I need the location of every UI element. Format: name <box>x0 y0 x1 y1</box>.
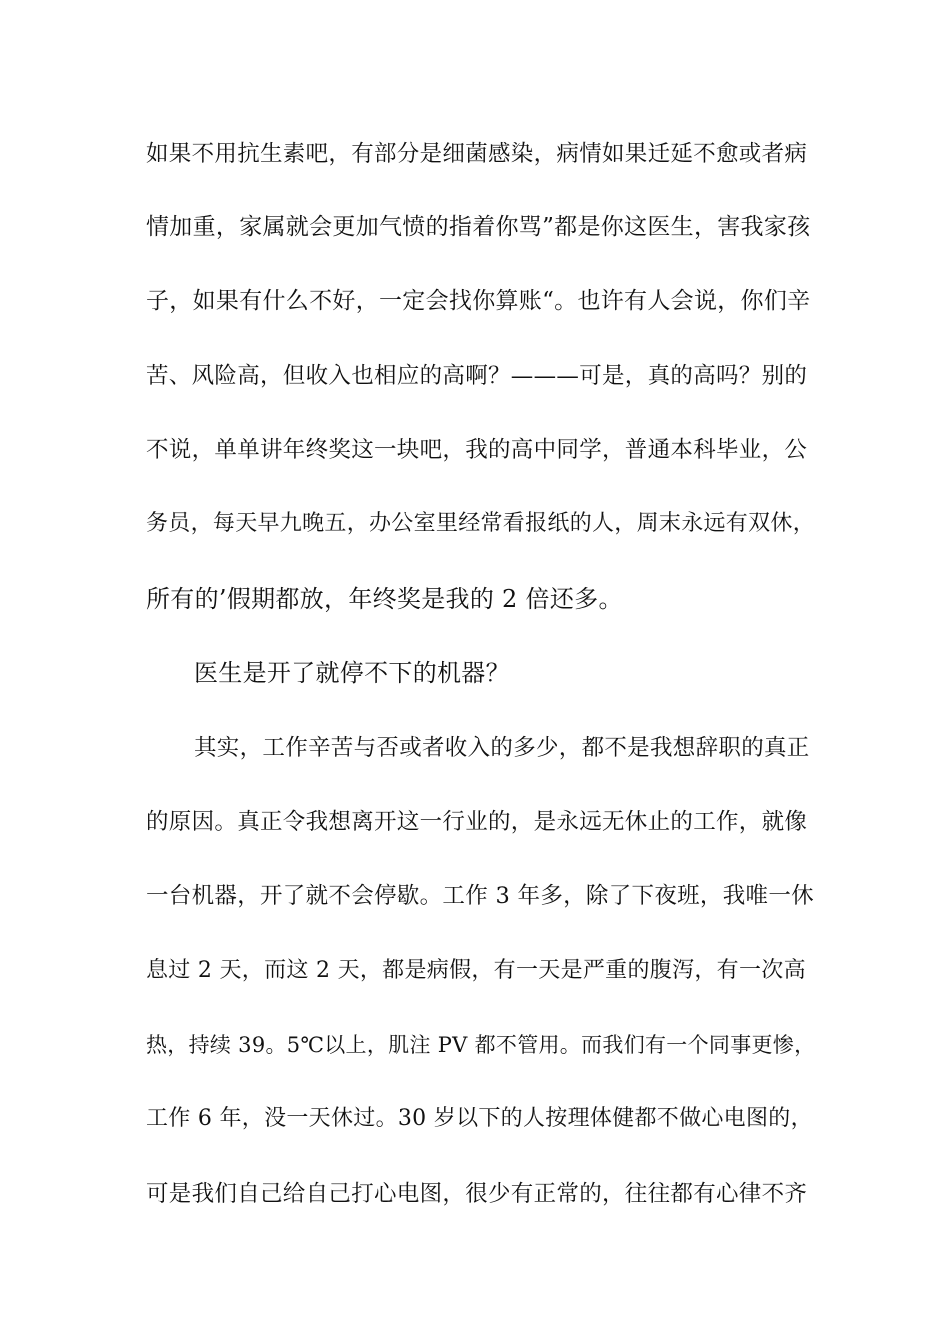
paragraph-first-line: 其实，工作辛苦与否或者收入的多少，都不是我想辞职的真正 <box>194 735 810 761</box>
text-line: 苦、风险高，但收入也相应的高啊？———可是，真的高吗？别的 <box>146 363 808 389</box>
text-line: 务员，每天早九晚五，办公室里经常看报纸的人，周末永远有双休， <box>146 511 816 536</box>
section-heading: 医生是开了就停不下的机器？ <box>194 659 510 687</box>
text-line: 所有的’假期都放，年终奖是我的 2 倍还多。 <box>146 585 623 613</box>
text-line: 热，持续 39。5℃以上，肌注 PV 都不管用。而我们有一个同事更惨， <box>146 1033 816 1057</box>
text-line: 如果不用抗生素吧，有部分是细菌感染，病情如果迁延不愈或者病 <box>146 141 808 167</box>
text-line: 情加重，家属就会更加气愤的指着你骂”都是你这医生，害我家孩 <box>146 214 811 240</box>
text-line: 的原因。真正令我想离开这一行业的，是永远无休止的工作，就像 <box>146 809 808 835</box>
text-line: 不说，单单讲年终奖这一块吧，我的高中同学，普通本科毕业，公 <box>146 437 808 463</box>
text-line: 工作 6 年，没一天休过。30 岁以下的人按理体健都不做心电图的， <box>146 1106 813 1131</box>
text-line: 一台机器，开了就不会停歇。工作 3 年多，除了下夜班，我唯一休 <box>146 883 814 909</box>
text-line: 可是我们自己给自己打心电图，很少有正常的，往往都有心律不齐 <box>146 1181 808 1207</box>
text-line: 子，如果有什么不好，一定会找你算账“。也许有人会说，你们辛 <box>146 288 811 314</box>
text-line: 息过 2 天，而这 2 天，都是病假，有一天是严重的腹泻，有一次高 <box>146 958 806 983</box>
